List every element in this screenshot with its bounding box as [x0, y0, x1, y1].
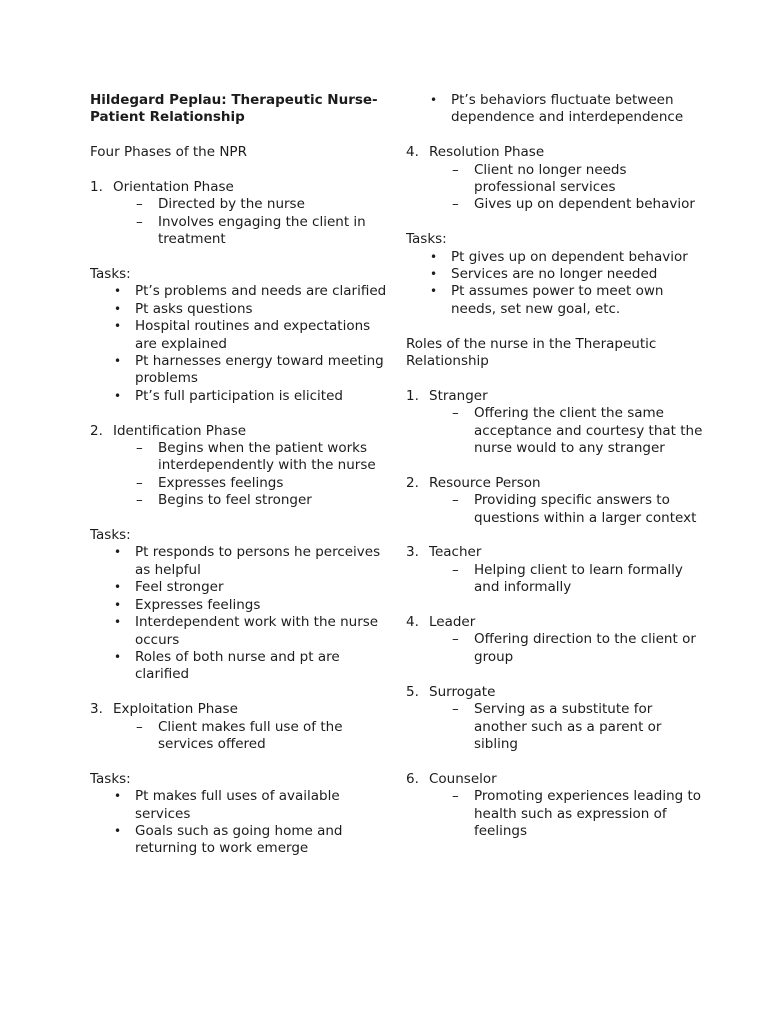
tasks-label: Tasks:: [406, 231, 447, 248]
role-detail: – Offering the client the same acceptance and courtesy that the nurse would to any stranger: [452, 405, 703, 457]
task-item: • Pt asks questions: [114, 300, 253, 317]
role-item: 3. Teacher: [406, 544, 706, 561]
role-detail: – Providing specific answers to questions within a larger context: [452, 492, 697, 526]
tasks-label: Tasks:: [90, 266, 131, 283]
role-item: 6. Counselor: [406, 771, 706, 788]
role-item: 2. Resource Person: [406, 475, 706, 492]
role-label: Stranger: [429, 387, 488, 404]
role-label: Counselor: [429, 770, 497, 787]
phase-detail: – Involves engaging the client in treatment: [136, 213, 366, 248]
task-item: • Feel stronger: [114, 579, 224, 596]
tasks-label: Tasks:: [90, 527, 131, 544]
phase-label: Exploitation Phase: [113, 701, 238, 718]
role-label: Teacher: [429, 544, 482, 561]
task-item: • Expresses feelings: [114, 596, 261, 613]
role-label: Leader: [429, 614, 476, 631]
phase-item: 1. Orientation Phase: [90, 179, 390, 196]
task-item: • Pt’s behaviors fluctuate between dependence and interdependence: [430, 92, 684, 126]
task-item: • Goals such as going home and returning to work emerge: [114, 822, 343, 857]
role-item: 4. Leader: [406, 614, 706, 631]
phase-detail: – Expresses feelings: [136, 474, 284, 491]
phase-detail: – Begins to feel stronger: [136, 492, 312, 509]
phase-label: Identification Phase: [113, 422, 247, 439]
phase-label: Orientation Phase: [113, 179, 234, 195]
left-column: [90, 92, 390, 858]
document-title: Hildegard Peplau: Therapeutic Nurse-Patient Relationship: [90, 92, 378, 126]
phase-label: Resolution Phase: [429, 144, 545, 161]
role-label: Resource Person: [429, 474, 541, 491]
role-detail: – Helping client to learn formally and informally: [452, 561, 683, 596]
phase-detail: – Gives up on dependent behavior: [452, 196, 695, 213]
task-item: • Pt harnesses energy toward meeting problems: [114, 353, 384, 387]
roles-heading: Roles of the nurse in the Therapeutic Relationship: [406, 335, 657, 370]
role-detail: – Offering direction to the client or group: [452, 631, 696, 665]
task-item: • Roles of both nurse and pt are clarified: [114, 648, 340, 683]
phase-item: 2. Identification Phase: [90, 423, 390, 440]
role-detail: – Serving as a substitute for another such as a parent or sibling: [452, 701, 662, 752]
task-item: • Pt assumes power to meet own needs, set new goal, etc.: [430, 283, 664, 317]
phase-detail: – Client makes full use of the services offered: [136, 718, 343, 752]
task-item: • Services are no longer needed: [430, 266, 658, 283]
phases-heading: Four Phases of the NPR: [90, 144, 247, 161]
phase-detail: – Client no longer needs professional services: [452, 161, 627, 196]
phase-detail: – Begins when the patient works interdependently with the nurse: [136, 440, 376, 474]
task-item: • Pt’s full participation is elicited: [114, 387, 343, 404]
task-item: • Pt responds to persons he perceives as helpful: [114, 544, 381, 578]
phase-detail: – Directed by the nurse: [136, 196, 305, 213]
role-item: 5. Surrogate: [406, 684, 706, 701]
role-label: Surrogate: [429, 683, 496, 700]
phase-item: 4. Resolution Phase: [406, 144, 706, 161]
task-item: • Pt makes full uses of available services: [114, 788, 340, 822]
phase-item: 3. Exploitation Phase: [90, 701, 390, 718]
tasks-label: Tasks:: [90, 770, 131, 787]
task-item: • Interdependent work with the nurse occurs: [114, 614, 379, 648]
right-column: [406, 92, 706, 840]
task-item: • Hospital routines and expectations are explained: [114, 318, 371, 352]
role-detail: – Promoting experiences leading to health such as expression of feelings: [452, 788, 702, 839]
role-item: 1. Stranger: [406, 388, 706, 405]
task-item: • Pt’s problems and needs are clarified: [114, 283, 387, 300]
task-item: • Pt gives up on dependent behavior: [430, 248, 688, 265]
